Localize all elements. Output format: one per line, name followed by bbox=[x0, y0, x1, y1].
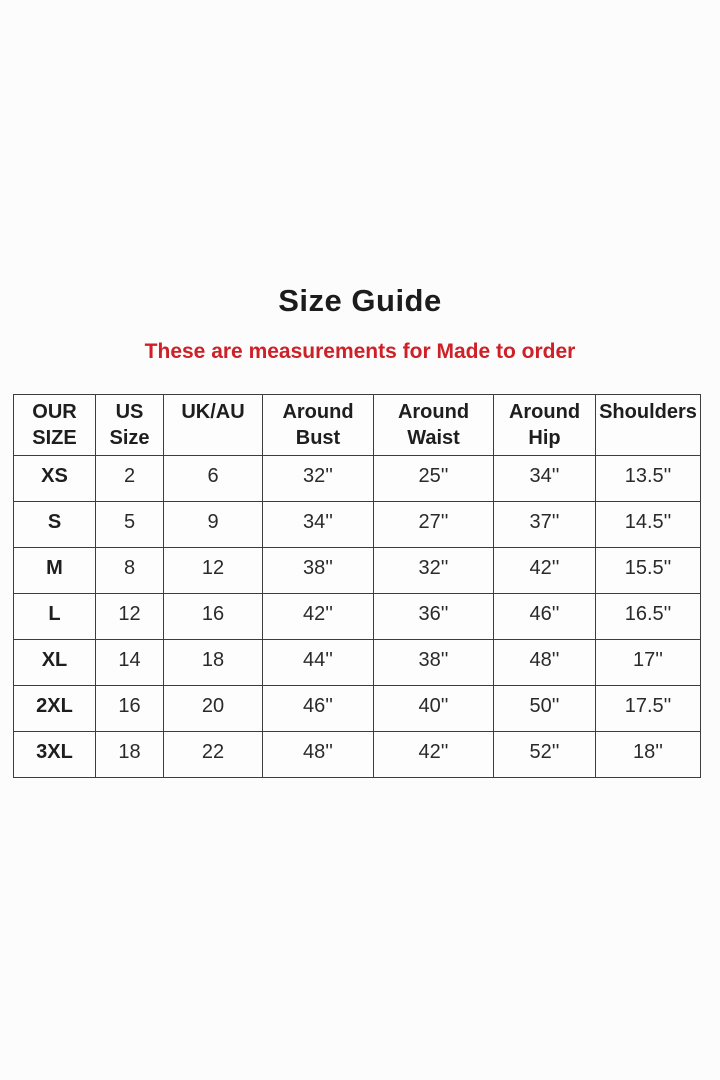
measurement-cell: 37'' bbox=[494, 502, 596, 548]
column-header-around-bust: Around Bust bbox=[263, 395, 374, 456]
table-row bbox=[14, 548, 701, 594]
column-header-us-size: US Size bbox=[96, 395, 164, 456]
table-row bbox=[14, 732, 701, 778]
size-chart-table bbox=[13, 394, 701, 778]
measurement-cell: 16.5'' bbox=[596, 594, 701, 640]
size-chart-header bbox=[14, 395, 701, 456]
measurement-cell: 48'' bbox=[263, 732, 374, 778]
column-header-shoulders: Shoulders bbox=[596, 395, 701, 456]
size-label-cell: S bbox=[14, 502, 96, 548]
measurement-cell: 36'' bbox=[374, 594, 494, 640]
measurement-cell: 13.5'' bbox=[596, 456, 701, 502]
measurement-cell: 17.5'' bbox=[596, 686, 701, 732]
table-row bbox=[14, 502, 701, 548]
measurement-cell: 50'' bbox=[494, 686, 596, 732]
page-subtitle: These are measurements for Made to order bbox=[144, 340, 576, 363]
size-label-cell: M bbox=[14, 548, 96, 594]
page-title: Size Guide bbox=[278, 283, 442, 318]
column-header-around-hip: Around Hip bbox=[494, 395, 596, 456]
measurement-cell: 18'' bbox=[596, 732, 701, 778]
measurement-cell: 14 bbox=[96, 640, 164, 686]
table-row bbox=[14, 686, 701, 732]
column-header-around-waist: Around Waist bbox=[374, 395, 494, 456]
measurement-cell: 46'' bbox=[263, 686, 374, 732]
measurement-cell: 48'' bbox=[494, 640, 596, 686]
measurement-cell: 32'' bbox=[263, 456, 374, 502]
table-row bbox=[14, 640, 701, 686]
measurement-cell: 38'' bbox=[263, 548, 374, 594]
size-label-cell: XS bbox=[14, 456, 96, 502]
size-chart-body bbox=[14, 456, 701, 778]
measurement-cell: 9 bbox=[164, 502, 263, 548]
measurement-cell: 17'' bbox=[596, 640, 701, 686]
measurement-cell: 20 bbox=[164, 686, 263, 732]
table-row bbox=[14, 456, 701, 502]
measurement-cell: 32'' bbox=[374, 548, 494, 594]
measurement-cell: 2 bbox=[96, 456, 164, 502]
measurement-cell: 8 bbox=[96, 548, 164, 594]
measurement-cell: 5 bbox=[96, 502, 164, 548]
size-label-cell: 3XL bbox=[14, 732, 96, 778]
measurement-cell: 34'' bbox=[263, 502, 374, 548]
measurement-cell: 6 bbox=[164, 456, 263, 502]
measurement-cell: 44'' bbox=[263, 640, 374, 686]
measurement-cell: 12 bbox=[164, 548, 263, 594]
size-label-cell: L bbox=[14, 594, 96, 640]
header-row bbox=[14, 395, 701, 456]
measurement-cell: 14.5'' bbox=[596, 502, 701, 548]
measurement-cell: 15.5'' bbox=[596, 548, 701, 594]
measurement-cell: 22 bbox=[164, 732, 263, 778]
measurement-cell: 46'' bbox=[494, 594, 596, 640]
measurement-cell: 42'' bbox=[494, 548, 596, 594]
measurement-cell: 25'' bbox=[374, 456, 494, 502]
measurement-cell: 42'' bbox=[263, 594, 374, 640]
measurement-cell: 34'' bbox=[494, 456, 596, 502]
measurement-cell: 42'' bbox=[374, 732, 494, 778]
measurement-cell: 27'' bbox=[374, 502, 494, 548]
column-header-uk-au: UK/AU bbox=[164, 395, 263, 456]
size-label-cell: 2XL bbox=[14, 686, 96, 732]
column-header-our-size: OUR SIZE bbox=[14, 395, 96, 456]
measurement-cell: 40'' bbox=[374, 686, 494, 732]
size-label-cell: XL bbox=[14, 640, 96, 686]
measurement-cell: 16 bbox=[164, 594, 263, 640]
measurement-cell: 18 bbox=[164, 640, 263, 686]
measurement-cell: 38'' bbox=[374, 640, 494, 686]
measurement-cell: 52'' bbox=[494, 732, 596, 778]
table-row bbox=[14, 594, 701, 640]
measurement-cell: 18 bbox=[96, 732, 164, 778]
measurement-cell: 12 bbox=[96, 594, 164, 640]
measurement-cell: 16 bbox=[96, 686, 164, 732]
